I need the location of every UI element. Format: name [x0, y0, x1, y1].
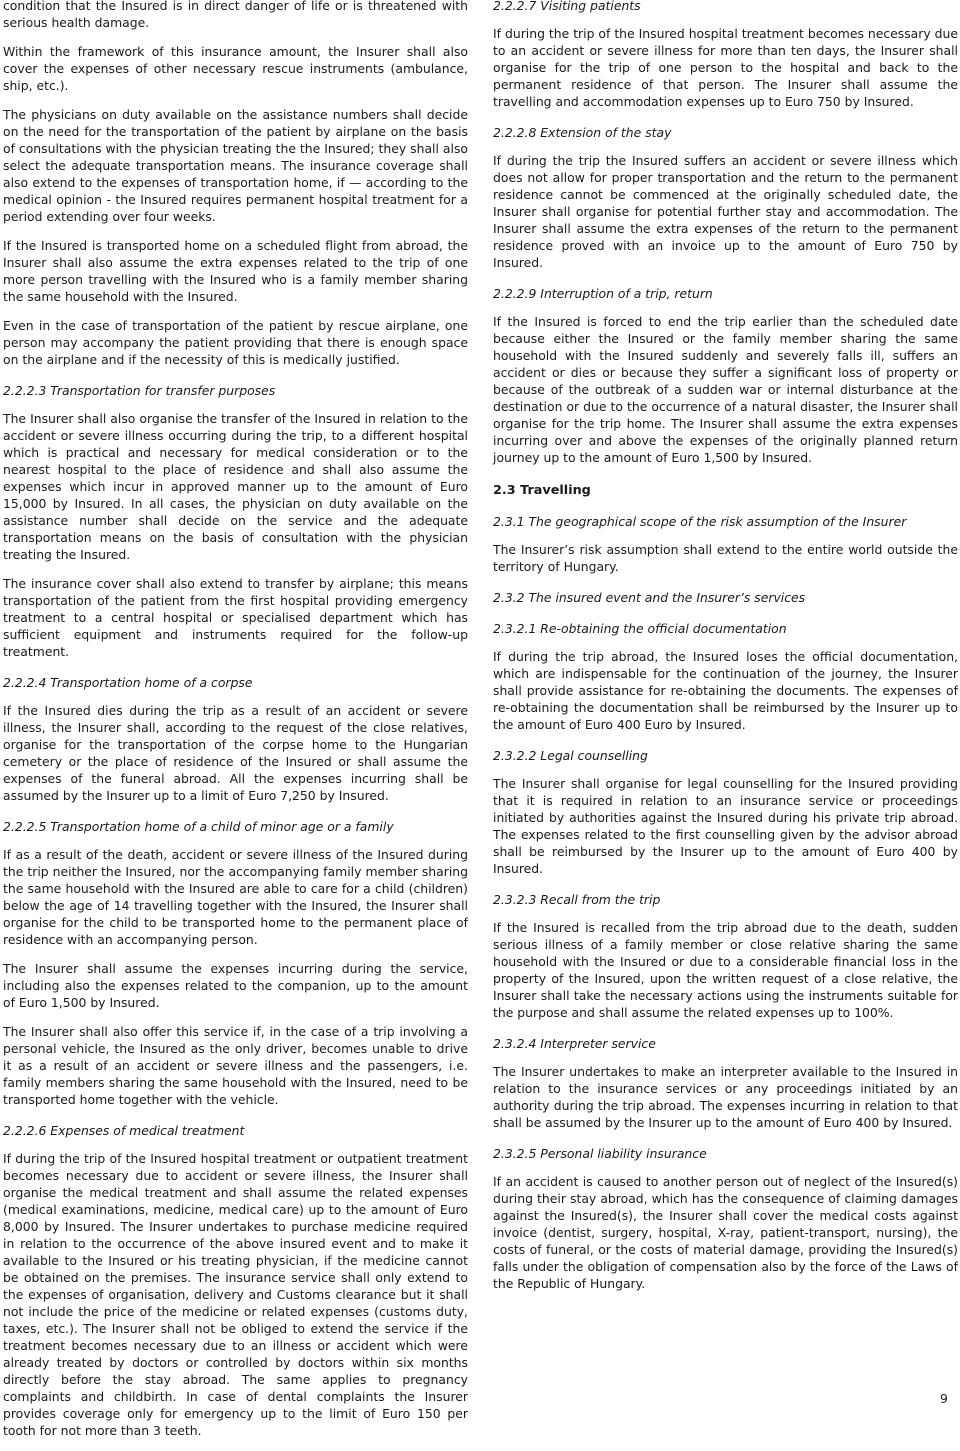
section-heading: 2.2.2.4 Transportation home of a corpse	[3, 675, 253, 690]
paragraph: The Insurer’s risk assumption shall extend to the entire world outside the territory of Hungary.	[493, 542, 958, 574]
section-heading: 2.3.1 The geographical scope of the risk assumption of the Insurer	[493, 514, 907, 529]
paragraph: If the Insured dies during the trip as a result of an accident or severe illness, the Insurer shall, according to the request of the close relatives, organise for the transportation of the corpse home to the Hungarian cemetery or the place of residence of the Insured or shall assume the expenses of the funeral abroad. All the expenses incurring shall be assumed by the Insurer up to a limit of Euro 7,250 by Insured.	[3, 703, 468, 803]
section-heading: 2.3.2.4 Interpreter service	[493, 1036, 656, 1051]
section-heading: 2.3.2.1 Re-obtaining the official documentation	[493, 621, 787, 636]
paragraph: Even in the case of transportation of the patient by rescue airplane, one person may accompany the patient providing that there is enough space on the airplane and if the necessity of this is medically justified.	[3, 318, 468, 367]
section-heading: 2.3.2 The insured event and the Insurer’s services	[493, 590, 806, 605]
paragraph: The Insurer shall organise for legal counselling for the Insured providing that it is required in relation to an insurance service or proceedings initiated by authorities against the Insured during his private trip abroad. The expenses related to the first counselling given by the advisor abroad shall be reimbursed by the Insurer up to the amount of Euro 400 by Insured.	[493, 776, 958, 876]
paragraph: The Insurer shall also offer this service if, in the case of a trip involving a personal vehicle, the Insured as the only driver, becomes unable to drive it as a result of an accident or severe illness and the passengers, i.e. family members sharing the same household with the Insured, need to be transported home together with the vehicle.	[3, 1024, 468, 1107]
paragraph: If during the trip abroad, the Insured loses the official documentation, which are indispensable for the continuation of the journey, the Insurer shall provide assistance for re-obtaining the documents. The expenses of re-obtaining the documentation shall be reimbursed by the Insurer up to the amount of Euro 400 Euro by Insured.	[493, 649, 958, 732]
paragraph: If the Insured is forced to end the trip earlier than the scheduled date because either the Insured or the family member sharing the same household with the Insured suddenly and severely falls ill, suffers an accident or dies or because they suffer a significant loss of property or because of the outbreak of a sudden war or internal disturbance at the destination or due to the occurrence of a natural disaster, the Insurer shall organise for the trip home. The Insurer shall assume the extra expenses incurring over and above the expenses of the originally planned return journey up to the amount of Euro 1,500 by Insured.	[493, 314, 958, 465]
paragraph: The Insurer shall assume the expenses incurring during the service, including also the expenses related to the companion, up to the amount of Euro 1,500 by Insured.	[3, 961, 468, 1010]
section-heading: 2.2.2.6 Expenses of medical treatment	[3, 1123, 245, 1138]
chapter-heading: 2.3 Travelling	[493, 483, 591, 498]
page-number: 9	[940, 1391, 948, 1406]
section-heading: 2.3.2.5 Personal liability insurance	[493, 1146, 707, 1161]
paragraph: If an accident is caused to another person out of neglect of the Insured(s) during their stay abroad, which has the consequence of claiming damages against the Insured(s), the Insurer shall cover the medical costs against invoice (dentist, surgery, hospital, X-ray, patient-transport, nursing), the costs of funeral, or the costs of material damage, providing the Insured(s) falls under the obligation of compensation also by the force of the Laws of the Republic of Hungary.	[493, 1174, 958, 1291]
paragraph: If during the trip of the Insured hospital treatment becomes necessary due to an accident or severe illness for more than ten days, the Insurer shall organise for the trip of one person to the hospital and back to the permanent residence of that person. The Insurer shall assume the travelling and accommodation expenses up to Euro 750 by Insured.	[493, 26, 958, 109]
paragraph: If as a result of the death, accident or severe illness of the Insured during the trip neither the Insured, nor the accompanying family member sharing the same household with the Insured are able to care for a child (children) below the age of 14 travelling together with the Insured, the Insurer shall organise for the child to be transported home to the permanent place of residence with an accompanying person.	[3, 847, 468, 947]
paragraph: If during the trip the Insured suffers an accident or severe illness which does not allow for proper transportation and the return to the permanent residence cannot be commenced at the originally scheduled date, the Insurer shall organise for potential further stay and accommodation. The Insurer shall assume the extra expenses of the return to the permanent residence proved with an invoice up to the amount of Euro 750 by Insured.	[493, 153, 958, 270]
section-heading: 2.2.2.9 Interruption of a trip, return	[493, 286, 713, 301]
section-heading: 2.2.2.7 Visiting patients	[493, 0, 641, 13]
paragraph: The Insurer shall also organise the transfer of the Insured in relation to the accident or severe illness occurring during the trip, to a different hospital which is practical and necessary for medical consideration or to the nearest hospital to the place of residence and shall also assume the expenses which incur in approved manner up to the amount of Euro 15,000 by Insured. In all cases, the physician on duty available on the assistance number shall decide on the service and the adequate transportation means on the basis of consultation with the physician treating the Insured.	[3, 411, 468, 562]
section-heading: 2.2.2.5 Transportation home of a child of minor age or a family	[3, 819, 394, 834]
paragraph: condition that the Insured is in direct danger of life or is threatened with serious health damage.	[3, 0, 468, 30]
section-heading: 2.2.2.8 Extension of the stay	[493, 125, 672, 140]
paragraph: The insurance cover shall also extend to transfer by airplane; this means transportation of the patient from the first hospital providing emergency treatment to a central hospital or specialised department which has sufficient equipment and instruments required for the follow-up treatment.	[3, 576, 468, 659]
paragraph: If during the trip of the Insured hospital treatment or outpatient treatment becomes necessary due to accident or severe illness, the Insurer shall organise the medical treatment and shall assume the related expenses (medical examinations, medicine, medical care) up to the amount of Euro 8,000 by Insured. The Insurer undertakes to purchase medicine required in relation to the occurrence of the above insured event and to make it available to the Insured or his treating physician, if the medicine cannot be obtained on the premises. The insurance service shall only extend to the expenses of organisation, delivery and Customs clearance but it shall not include the price of the medicine or related expenses (customs duty, taxes, etc.). The Insurer shall not be obliged to extend the service if the treatment becomes necessary due to an illness or accident which were already treated by doctors or controlled by doctors within six months directly before the stay abroad. The same applies to pregnancy complaints and childbirth. In case of dental complaints the Insurer provides coverage only for emergency up to the limit of Euro 150 per tooth for not more than 3 teeth.	[3, 1151, 468, 1438]
paragraph: Within the framework of this insurance amount, the Insurer shall also cover the expenses of other necessary rescue instruments (ambulance, ship, etc.).	[3, 44, 468, 93]
paragraph: The Insurer undertakes to make an interpreter available to the Insured in relation to the insurance services or any proceedings initiated by an authority during the trip abroad. The expenses incurring in relation to that shall be assumed by the Insurer up to the amount of Euro 400 by Insured.	[493, 1064, 958, 1130]
paragraph: If the Insured is recalled from the trip abroad due to the death, sudden serious illness of a family member or close relative sharing the same household with the Insured or due to a considerable financial loss in the property of the Insured, upon the written request of a close relative, the Insurer shall take the necessary actions using the instruments suitable for the purpose and shall assume the related expenses up to 100%.	[493, 920, 958, 1020]
left-column	[3, 0, 468, 1451]
section-heading: 2.3.2.3 Recall from the trip	[493, 892, 661, 907]
paragraph: If the Insured is transported home on a scheduled flight from abroad, the Insurer shall also assume the extra expenses related to the trip of one more person travelling with the Insured who is a family member sharing the same household with the Insured.	[3, 238, 468, 304]
paragraph: The physicians on duty available on the assistance numbers shall decide on the need for the transportation of the patient by airplane on the basis of consultations with the physician treating the the Insured; they shall also select the adequate transportation means. The insurance coverage shall also extend to the expenses of transportation home, if — according to the medical opinion - the Insured requires permanent hospital treatment for a period extending over four weeks.	[3, 107, 468, 224]
section-heading: 2.2.2.3 Transportation for transfer purposes	[3, 383, 276, 398]
section-heading: 2.3.2.2 Legal counselling	[493, 748, 648, 763]
right-column	[493, 0, 958, 1304]
